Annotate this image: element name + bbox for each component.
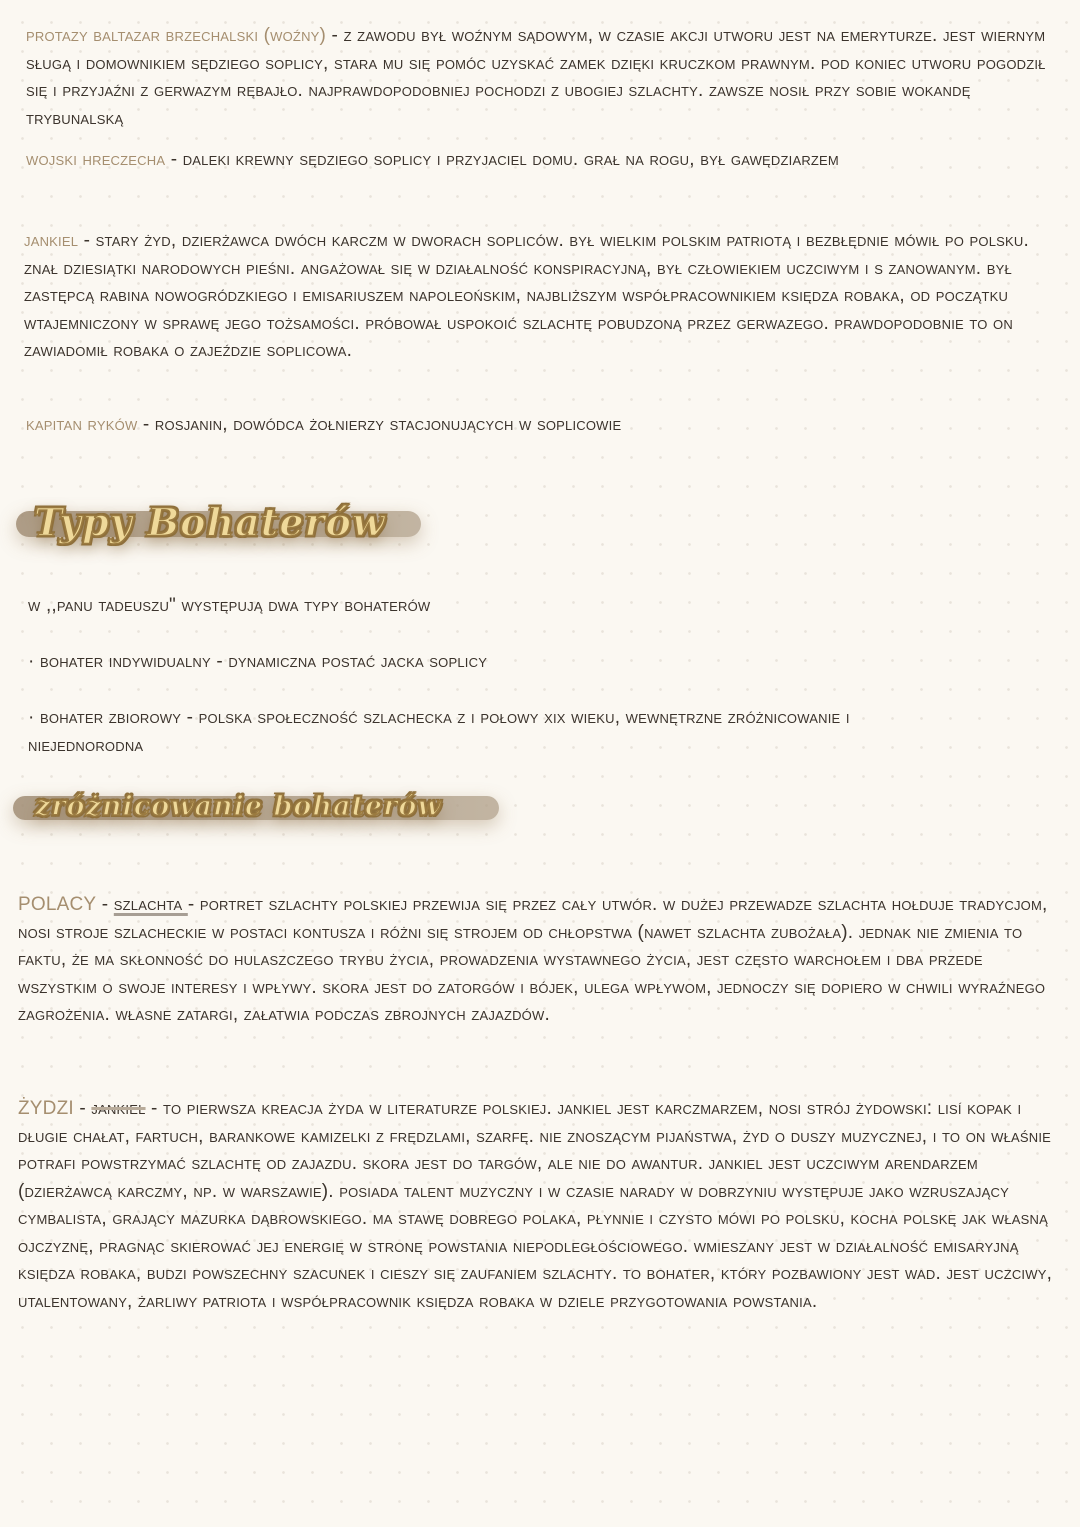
subgroup-name: szlachta bbox=[113, 894, 188, 915]
character-name: wojski hreczecha bbox=[26, 149, 166, 170]
bullet-marker: · bbox=[28, 707, 35, 728]
character-entry-protazy bbox=[26, 22, 1056, 132]
separator: - bbox=[145, 1098, 164, 1119]
separator: - bbox=[326, 25, 344, 46]
group-entry-polacy bbox=[18, 888, 1048, 1029]
heading-text: zróżnicowanie bohaterów bbox=[35, 790, 442, 822]
character-name: protazy baltazar brzechalski (woźny) bbox=[26, 25, 327, 46]
group-name: polacy bbox=[18, 886, 97, 916]
section-heading-zroznicowanie bbox=[13, 788, 499, 828]
section-heading-typy-bohaterow bbox=[16, 500, 421, 548]
bullet-item-collective bbox=[28, 704, 928, 759]
bullet-text: bohater zbiorowy - polska społeczność szlachecka z i połowy xix wieku, wewnętrzne zróżnicowanie i niejednorodna bbox=[28, 707, 850, 756]
separator: - bbox=[73, 1098, 92, 1119]
separator: - bbox=[187, 894, 200, 915]
intro-text: w ,,panu tadeuszu" występują dwa typy bohaterów bbox=[28, 595, 431, 616]
separator: - bbox=[165, 149, 183, 170]
subgroup-name: jankiel bbox=[91, 1098, 146, 1119]
bullet-text: bohater indywidualny - dynamiczna postać jacka soplicy bbox=[40, 651, 488, 672]
character-entry-wojski bbox=[26, 146, 966, 174]
bullet-marker: · bbox=[28, 651, 35, 672]
character-description: z zawodu był woźnym sądowym, w czasie akcji utworu jest na emeryturze. jest wiernym sługą i domownikiem sędziego soplicy, stara mu się pomóc uzyskać zamek dzięki kruczkom prawnym. pod koniec utworu pogodził się i przyjaźni z gerwazym rębajło. najprawdopodobniej pochodzi z ubogiej szlachty. zawsze nosił przy sobie wokandę trybunalską bbox=[26, 25, 1046, 129]
separator: - bbox=[78, 230, 96, 251]
bullet-item-individual bbox=[28, 648, 1028, 676]
character-entry-rykow bbox=[26, 411, 1056, 439]
character-description: rosjanin, dowódca żołnierzy stacjonujących w soplicowie bbox=[154, 414, 622, 435]
heading-text: Typy Bohaterów bbox=[34, 499, 386, 545]
character-name: jankiel bbox=[24, 230, 79, 251]
character-description: daleki krewny sędziego soplicy i przyjaciel domu. grał na rogu, był gawędziarzem bbox=[182, 149, 839, 170]
character-description: stary żyd, dzierżawca dwóch karczm w dworach sopliców. był wielkim polskim patriotą i bezbłędnie mówił po polsku. znał dziesiątki narodowych pieśni. angażował się w działalność konspiracyjną, był człowiekiem uczciwym i s zanowanym. był zastępcą rabina nowogródzkiego i emisariuszem napoleońskim, najbliższym współpracownikiem księdza robaka, od początku wtajemniczony w sprawę jego tożsamości. próbował uspokoić szlachtę pobudzoną przez gerwazego. prawdopodobnie to on zawiadomił robaka o zajeździe soplicowa. bbox=[24, 230, 1029, 361]
character-name: kapitan ryków bbox=[26, 414, 138, 435]
group-name: żydzi bbox=[18, 1090, 74, 1120]
group-description: to pierwsza kreacja żyda w literaturze polskiej. jankiel jest karczmarzem, nosi strój żydowski: lisí kopak i długie chałat, fartuch, barankowe kamizelki z frędzlami, szarfę. nie znoszącym pijaństwa, żyd o duszy muzycznej, i to on właśnie potrafi powstrzymać szlachtę od zajazdu. skora jest do targów, ale nie do awantur. jankiel jest uczciwym arendarzem (dzierżawcą karczmy, np. w warszawie). posiada talent muzyczny i w czasie narady w dobrzyniu występuje jako wzruszający cymbalista, grający mazurka dąbrowskiego. ma stawę dobrego polaka, płynnie i czysto mówi po polsku, kocha polskę jak własną ojczyznę, pragnąc skierować jej energię w stronę powstania niepodległościowego. wmieszany jest w działalność emisaryjną księdza robaka, budzi powszechny szacunek i cieszy się zaufaniem szlachty. to bohater, który pozbawiony jest wad. jest uczciwy, utalentowany, żarliwy patriota i współpracownik księdza robaka w dziele przygotowania powstania. bbox=[18, 1098, 1053, 1312]
separator: - bbox=[137, 414, 155, 435]
group-description: portret szlachty polskiej przewija się przez cały utwór. w dużej przewadze szlachta hołduje tradycjom, nosi stroje szlacheckie w postaci kontusza i różni się strojem od chłopstwa (nawet szlachta zubożała). jednak nie zmienia to faktu, że ma skłonność do hulaszczego trybu życia, prowadzenia wystawnego życia, jest często warchołem i dba przede wszystkim o swoje interesy i wpływy. skora jest do zatorgów i bójek, ulega wpływom, jednoczy się dopiero w chwili wyraźnego zagrożenia. własne zatargi, załatwia podczas zbrojnych zajazdów. bbox=[18, 894, 1048, 1025]
separator: - bbox=[96, 894, 114, 915]
group-entry-zydzi bbox=[18, 1092, 1053, 1315]
character-entry-jankiel bbox=[24, 227, 1054, 365]
typy-intro bbox=[28, 592, 1028, 620]
